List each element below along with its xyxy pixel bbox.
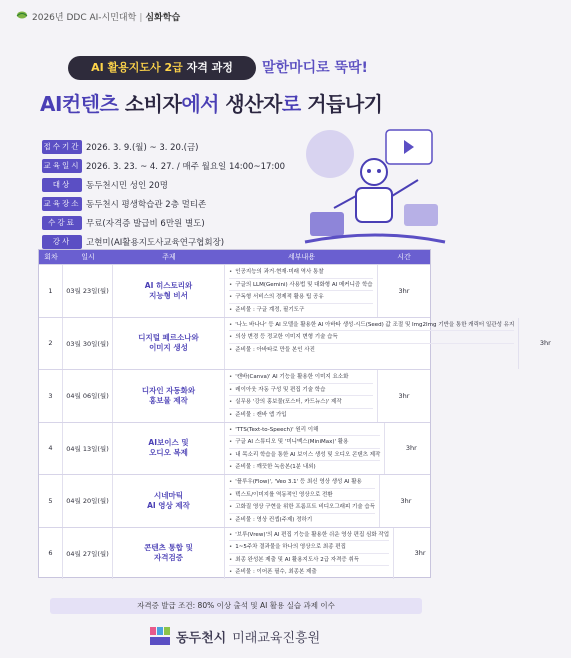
detail-line: • 인공지능의 과거·현재·미래 역사 통찰 xyxy=(229,266,373,279)
session-no: 3 xyxy=(39,370,63,422)
session-topic-cell xyxy=(113,318,225,370)
col-header-time: 시간 xyxy=(397,253,411,261)
detail-line: • '캔바(Canva)' AI 기능을 활용한 이미지 요소화 xyxy=(229,371,373,384)
info-value: 무료(자격증 발급비 6만원 별도) xyxy=(86,219,205,229)
ddc-leaf-icon xyxy=(16,10,28,19)
detail-line: • 내 목소리 학습을 통한 AI 보이스 생성 및 오디오 콘텐츠 제작 xyxy=(229,449,380,462)
info-label: 수강료 xyxy=(42,216,82,230)
session-topic: AI 히스토리와 지능형 비서 xyxy=(144,280,193,300)
main-title xyxy=(40,88,382,117)
ddc-logo-icon xyxy=(150,627,170,645)
header-program: 2026년 DDC AI-시민대학 xyxy=(32,13,137,23)
detail-line: • 구글의 LLM(Gemini) 사용법 및 대화형 AI 메커니즘 학습 xyxy=(229,279,373,292)
info-value: 2026. 3. 23. ~ 4. 27. / 매주 월요일 14:00~17:00 xyxy=(86,162,286,172)
session-no: 6 xyxy=(39,528,63,580)
col-header-topic: 주제 xyxy=(162,253,176,261)
table-row xyxy=(39,264,430,317)
course-pill xyxy=(68,56,256,80)
session-details xyxy=(225,423,385,475)
title-part-2: 소비자 xyxy=(124,92,182,116)
ai-robot-illustration xyxy=(300,116,450,246)
col-header-session: 회차 xyxy=(44,253,58,261)
detail-line: • 레이아웃 자동 구성 및 편집 기술 학습 xyxy=(229,384,373,397)
detail-line: • 텍스트/이미지를 역동적인 영상으로 전환 xyxy=(229,489,375,502)
session-no: 1 xyxy=(39,265,63,317)
schedule-table xyxy=(38,249,551,578)
info-label: 대상 xyxy=(42,178,82,192)
info-label: 교육일시 xyxy=(42,159,82,173)
info-row xyxy=(42,197,302,211)
detail-line: • 준비물 : 깨끗한 녹음본(1분 내외) xyxy=(229,461,380,473)
session-topic-cell xyxy=(113,475,225,527)
detail-line: • 준비물 : 구글 계정, 필기도구 xyxy=(229,304,373,316)
info-label: 강사 xyxy=(42,235,82,249)
session-topic-cell xyxy=(113,370,225,422)
session-topic-cell xyxy=(113,265,225,317)
session-time: 3hr xyxy=(400,496,412,505)
session-date: 03월 30일(월) xyxy=(63,318,113,370)
info-value: 동두천시 평생학습관 2층 멀티존 xyxy=(86,200,207,210)
title-part-4: 생산자 xyxy=(225,92,282,116)
session-topic: 디자인 자동화와 홍보물 제작 xyxy=(141,385,196,405)
table-row xyxy=(39,474,430,527)
info-value: 고현미(AI활용지도사교육연구협회장) xyxy=(86,238,225,248)
detail-line: • 'TTS(Text-to-Speech)' 원리 이해 xyxy=(229,424,380,437)
session-no: 4 xyxy=(39,423,63,475)
session-date: 03월 23일(월) xyxy=(63,265,113,317)
session-time: 3hr xyxy=(539,339,551,348)
table-row xyxy=(39,369,430,422)
session-topic: AI보이스 및 오디오 복제 xyxy=(148,438,189,458)
footer-dept: 미래교육진흥원 xyxy=(232,630,321,646)
info-row xyxy=(42,159,302,173)
detail-line: • 1~5주차 결과물을 하나의 영상으로 최종 편집 xyxy=(229,541,389,554)
session-details xyxy=(225,528,394,580)
detail-line: • 준비물 : 이어폰 필수, 최종본 제출 xyxy=(229,566,389,578)
col-header-details: 세부내용 xyxy=(287,253,316,261)
course-rest: 자격 과정 xyxy=(182,61,233,74)
title-part-5: 로 xyxy=(281,92,308,116)
session-time: 3hr xyxy=(414,549,426,558)
info-value: 2026. 3. 9.(월) ~ 3. 20.(금) xyxy=(86,143,199,153)
title-part-6: 거듭나기 xyxy=(307,92,383,116)
session-topic: 디지털 페르소나와 이미지 생성 xyxy=(138,333,199,353)
session-date: 04월 20일(월) xyxy=(63,475,113,527)
session-time: 3hr xyxy=(398,391,410,400)
detail-line: • '나노 바나나' 등 AI 모델을 활용한 AI 아바타 생성·시드(Seed) 값 조절 및 Img2Img 기반을 통한 캐릭터 일관성 유지 xyxy=(229,319,514,332)
session-topic: 콘텐츠 통합 및 자격검증 xyxy=(144,543,193,563)
session-details xyxy=(225,318,519,370)
table-row xyxy=(39,317,551,370)
subtitle: 말한마디로 뚝딱! xyxy=(262,60,368,76)
detail-line: • '브루(Vrew)'의 AI 편집 기능을 활용한 쉬운 영상 편집 심화 작업 xyxy=(229,529,389,542)
info-value: 동두천시민 성인 20명 xyxy=(86,181,168,191)
title-part-1: AI컨텐츠 xyxy=(40,92,125,116)
table-row xyxy=(39,527,430,580)
detail-line: • 실무용 '강의 홍보물(포스터, 카드뉴스)' 제작 xyxy=(229,396,373,409)
top-bar: 2026년 DDC AI-시민대학 | 심화학습 xyxy=(0,0,468,30)
session-no: 2 xyxy=(39,318,63,370)
session-details xyxy=(225,475,380,527)
session-time: 3hr xyxy=(405,444,417,453)
col-header-date: 일시 xyxy=(81,253,95,261)
footer xyxy=(150,624,320,648)
detail-line: • 최종 완성본 제출 및 AI 활용지도사 2급 자격증 취득 xyxy=(229,554,389,567)
session-topic-cell xyxy=(113,528,225,580)
info-row xyxy=(42,178,302,192)
session-date: 04월 27일(월) xyxy=(63,528,113,580)
detail-line: • 구독형 서비스의 경제적 활용 팁 공유 xyxy=(229,291,373,304)
detail-line: • 고화질 영상 구현을 위한 프롬프트 비디오그래피 기술 습득 xyxy=(229,501,375,514)
session-topic-cell xyxy=(113,423,225,475)
course-level: AI 활용지도사 2급 xyxy=(91,61,183,74)
detail-line: • 준비물 : 캔바 앱 가입 xyxy=(229,409,373,421)
table-row xyxy=(39,422,430,475)
info-row xyxy=(42,140,302,154)
detail-line: • 준비물 : 영상 컨셉(주제) 정하기 xyxy=(229,514,375,526)
session-details xyxy=(225,370,378,422)
session-date: 04월 13일(월) xyxy=(63,423,113,475)
table-header xyxy=(39,250,430,264)
info-row xyxy=(42,235,302,249)
info-block xyxy=(42,140,302,254)
header-track: 심화학습 xyxy=(145,13,181,23)
session-details xyxy=(225,265,378,317)
detail-line: • 의상 변경 등 정교한 이미지 변형 기술 습득 xyxy=(229,331,514,344)
detail-line: • 준비물 : 아바타로 만들 본인 사진 xyxy=(229,344,514,357)
session-no: 5 xyxy=(39,475,63,527)
footer-org: 동두천시 xyxy=(176,630,227,646)
info-row xyxy=(42,216,302,230)
session-date: 04월 06일(월) xyxy=(63,370,113,422)
session-topic: 시네마틱 AI 영상 제작 xyxy=(147,490,190,510)
detail-line: • '플루우(Flow)', 'Veo 3.1' 등 최신 영상 생성 AI 활용 xyxy=(229,476,375,489)
detail-line: • 구글 AI 스튜디오 및 '미니맥스(MiniMax)' 활용 xyxy=(229,436,380,449)
certificate-note: 자격증 발급 조건: 80% 이상 출석 및 AI 활용 실습 과제 이수 xyxy=(50,598,422,614)
info-label: 접수기간 xyxy=(42,140,82,154)
session-time: 3hr xyxy=(398,286,410,295)
title-part-3: 에서 xyxy=(181,92,226,116)
info-label: 교육장소 xyxy=(42,197,82,211)
